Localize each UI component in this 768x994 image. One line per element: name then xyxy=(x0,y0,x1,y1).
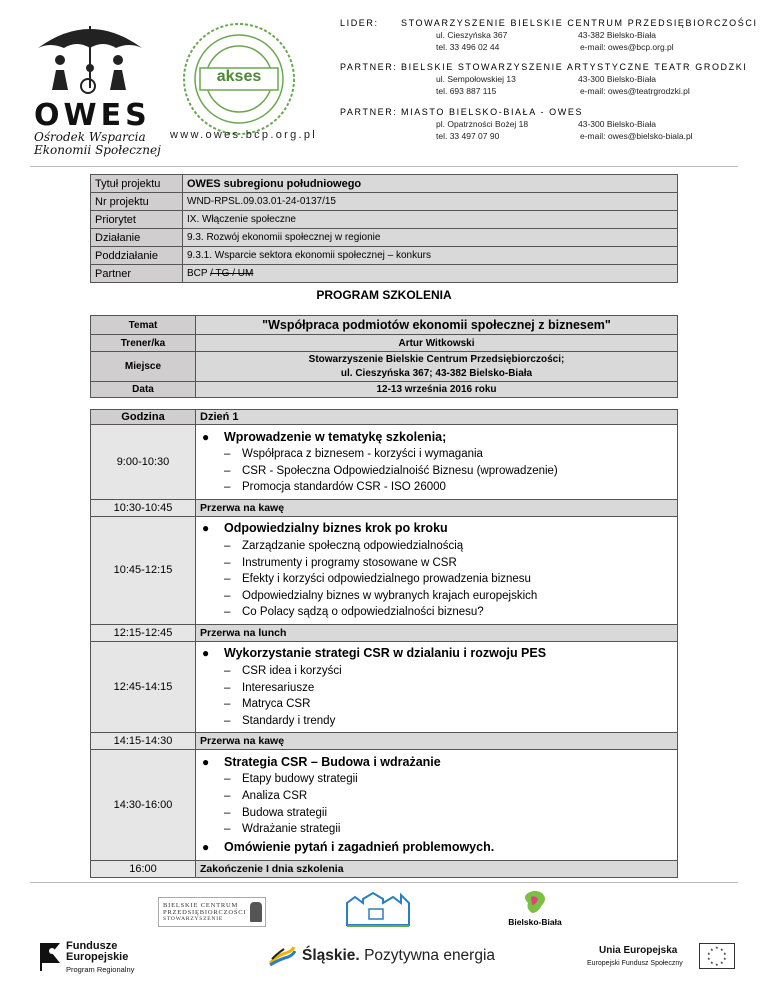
break-cell: Przerwa na kawę xyxy=(196,499,678,516)
owes-logo xyxy=(30,18,161,157)
session-topic xyxy=(202,752,671,771)
list-item xyxy=(202,479,671,496)
session-cell xyxy=(196,516,678,624)
dash-icon: – xyxy=(224,481,231,494)
info-label: Działanie xyxy=(91,229,183,247)
table-row xyxy=(91,211,678,229)
partner-value: BCP xyxy=(187,268,208,279)
fundusze-europejskie-logo xyxy=(40,941,160,981)
list-item xyxy=(202,713,671,730)
item-text: Efekty i korzyści odpowiedzialnego prowadzenia biznesu xyxy=(242,573,531,586)
list-item xyxy=(202,679,671,696)
schedule-table xyxy=(90,409,678,878)
svg-text:★: ★ xyxy=(720,960,724,965)
info-label: Priorytet xyxy=(91,211,183,229)
list-item xyxy=(202,663,671,680)
dash-icon: – xyxy=(224,790,231,803)
dash-icon: – xyxy=(224,589,231,602)
info-label: Nr projektu xyxy=(91,193,183,211)
time-cell: 10:30-10:45 xyxy=(91,499,196,516)
list-item xyxy=(202,788,671,805)
bielsko-label: Bielsko-Biała xyxy=(508,917,562,927)
slaskie-bold: Śląskie. xyxy=(302,947,360,964)
partner-entry xyxy=(340,107,760,145)
dash-icon: – xyxy=(224,806,231,819)
table-row xyxy=(91,382,678,398)
partner-city: 43-382 Bielsko-Biała xyxy=(578,30,656,40)
svg-text:★: ★ xyxy=(720,947,724,952)
item-text: Budowa strategii xyxy=(242,806,328,819)
hour-header: Godzina xyxy=(91,410,196,425)
list-item xyxy=(202,588,671,605)
time-cell: 14:15-14:30 xyxy=(91,733,196,750)
bielsko-crest-icon xyxy=(522,891,548,915)
partner-email[interactable]: e-mail: owes@teatrgrodzki.pl xyxy=(580,86,690,96)
footer-logos xyxy=(0,885,768,994)
item-text: CSR idea i korzyści xyxy=(242,665,342,678)
svg-text:★: ★ xyxy=(715,945,719,950)
partner-email[interactable]: e-mail: owes@bcp.org.pl xyxy=(580,42,674,52)
item-text: Etapy budowy strategii xyxy=(242,773,358,786)
place-line: ul. Cieszyńska 367; 43-382 Bielsko-Biała xyxy=(340,367,533,379)
list-item xyxy=(202,821,671,838)
item-text: Standardy i trendy xyxy=(242,714,336,727)
ue-logo xyxy=(587,943,737,973)
fe-title xyxy=(66,941,128,963)
trainer-name: Artur Witkowski xyxy=(196,335,678,352)
dash-icon: – xyxy=(224,681,231,694)
place-line: Stowarzyszenie Bielskie Centrum Przedsiębiorczości; xyxy=(308,353,565,365)
table-row xyxy=(91,425,678,500)
list-item xyxy=(202,463,671,480)
partner-entry xyxy=(340,62,760,100)
program-title: PROGRAM SZKOLENIA xyxy=(316,288,452,302)
table-row xyxy=(91,229,678,247)
item-text: Promocja standardów CSR - ISO 26000 xyxy=(242,481,446,494)
list-item xyxy=(202,696,671,713)
item-text: Wdrażanie strategii xyxy=(242,823,341,836)
svg-text:★: ★ xyxy=(710,960,714,965)
bullet-icon: ● xyxy=(202,754,210,769)
item-text: Analiza CSR xyxy=(242,790,308,803)
dash-icon: – xyxy=(224,448,231,461)
table-header-row xyxy=(91,410,678,425)
partner-city: 43-300 Bielsko-Biała xyxy=(578,119,656,129)
session-cell xyxy=(196,641,678,732)
fe-subtitle: Program Regionalny xyxy=(66,965,135,974)
partner-phone: tel. 33 496 02 44 xyxy=(436,42,500,52)
partner-name: BIELSKIE STOWARZYSZENIE ARTYSTYCZNE TEATR GRODZKI xyxy=(401,62,748,72)
owes-subtitle: Ośrodek Wsparcia Ekonomii Społecznej xyxy=(34,130,161,157)
dash-icon: – xyxy=(224,665,231,678)
table-row xyxy=(91,352,678,382)
info-label: Tytuł projektu xyxy=(91,175,183,193)
slaskie-logo xyxy=(268,945,498,971)
owes-brand: OWES xyxy=(34,98,151,133)
item-text: Interesariusze xyxy=(242,681,315,694)
info-value: WND-RPSL.09.03.01-24-0137/15 xyxy=(183,193,678,211)
table-row xyxy=(91,750,678,860)
partner-entry xyxy=(340,18,760,56)
partner-email[interactable]: e-mail: owes@bielsko-biala.pl xyxy=(580,131,693,141)
info-value: IX. Włączenie społeczne xyxy=(183,211,678,229)
list-item xyxy=(202,554,671,571)
info-label: Poddziałanie xyxy=(91,247,183,265)
training-meta-table xyxy=(90,315,678,398)
dash-icon: – xyxy=(224,714,231,727)
topic-text: Omówienie pytań i zagadnień problemowych. xyxy=(224,840,495,854)
info-label: Partner xyxy=(91,265,183,283)
item-text: Co Polacy sądzą o odpowiedzialności biznesu? xyxy=(242,606,484,619)
bullet-icon: ● xyxy=(202,646,210,661)
partner-role: LIDER: xyxy=(340,18,379,28)
info-value: 9.3.1. Wsparcie sektora ekonomii społecznej – konkurs xyxy=(183,247,678,265)
list-item xyxy=(202,538,671,555)
time-cell: 12:45-14:15 xyxy=(91,641,196,732)
header-divider xyxy=(30,166,738,167)
person-icon xyxy=(250,902,262,922)
partner-name: MIASTO BIELSKO-BIAŁA - OWES xyxy=(401,107,584,117)
dash-icon: – xyxy=(224,606,231,619)
training-place xyxy=(196,352,678,382)
info-value: OWES subregionu południowego xyxy=(183,175,678,193)
time-cell: 9:00-10:30 xyxy=(91,425,196,500)
partner-name: STOWARZYSZENIE BIELSKIE CENTRUM PRZEDSIĘBIORCZOŚCI xyxy=(401,18,758,28)
bullet-icon: ● xyxy=(202,840,210,854)
partner-address: ul. Sempołowskiej 13 xyxy=(436,74,516,84)
fe-title-line: Europejskie xyxy=(66,951,129,963)
bielsko-biala-logo xyxy=(505,891,565,935)
partner-phone: tel. 693 887 115 xyxy=(436,86,497,96)
table-row xyxy=(91,499,678,516)
topic-text: Odpowiedzialny biznes krok po kroku xyxy=(224,521,448,536)
topic-text: Strategia CSR – Budowa i wdrażanie xyxy=(224,754,441,769)
fe-star-icon xyxy=(40,941,62,973)
project-info-table xyxy=(90,174,678,283)
svg-text:★: ★ xyxy=(707,951,711,956)
slaskie-wave-icon xyxy=(268,945,296,967)
list-item xyxy=(202,804,671,821)
item-text: Zarządzanie społeczną odpowiedzialnością xyxy=(242,540,464,553)
time-cell: 16:00 xyxy=(91,860,196,877)
item-text: Odpowiedzialny biznes w wybranych krajach europejskich xyxy=(242,589,538,602)
umbrella-family-icon xyxy=(30,18,150,98)
fe-title-line: Fundusze xyxy=(66,940,118,952)
table-row xyxy=(91,860,678,877)
bullet-icon: ● xyxy=(202,521,210,536)
svg-text:★: ★ xyxy=(715,962,719,967)
dash-icon: – xyxy=(224,773,231,786)
dash-icon: – xyxy=(224,540,231,553)
ue-title: Unia Europejska xyxy=(599,945,678,956)
time-cell: 12:15-12:45 xyxy=(91,624,196,641)
table-row xyxy=(91,335,678,352)
info-value xyxy=(183,265,678,283)
meta-label: Miejsce xyxy=(91,352,196,382)
teatr-grodzki-logo xyxy=(343,889,413,929)
info-value: 9.3. Rozwój ekonomii społecznej w regionie xyxy=(183,229,678,247)
meta-label: Data xyxy=(91,382,196,398)
letterhead xyxy=(30,18,758,168)
list-item xyxy=(202,571,671,588)
bcp-logo-line: BIELSKIE CENTRUM xyxy=(163,902,239,909)
day-header: Dzień 1 xyxy=(196,410,678,425)
topic-text: Wykorzystanie strategi CSR w dzialaniu i rozwoju PES xyxy=(224,646,547,661)
break-cell: Przerwa na lunch xyxy=(196,624,678,641)
svg-text:★: ★ xyxy=(723,951,727,956)
session-topic xyxy=(202,644,671,663)
table-row xyxy=(91,316,678,335)
table-row xyxy=(91,516,678,624)
item-text: Współpraca z biznesem - korzyści i wymagania xyxy=(242,448,483,461)
time-cell: 14:30-16:00 xyxy=(91,750,196,860)
svg-text:★: ★ xyxy=(707,956,711,961)
dash-icon: – xyxy=(224,556,231,569)
session-cell xyxy=(196,425,678,500)
akses-seal-logo xyxy=(180,20,298,138)
time-cell: 10:45-12:15 xyxy=(91,516,196,624)
table-row xyxy=(91,641,678,732)
session-topic xyxy=(202,427,671,446)
meta-label: Trener/ka xyxy=(91,335,196,352)
topic-text: Wprowadzenie w tematykę szkolenia; xyxy=(224,429,447,444)
dash-icon: – xyxy=(224,464,231,477)
item-text: CSR - Społeczna Odpowiedzialnoiść Biznesu (wprowadzenie) xyxy=(242,464,558,477)
table-row xyxy=(91,175,678,193)
table-row xyxy=(91,265,678,283)
item-text: Instrumenty i programy stosowane w CSR xyxy=(242,556,457,569)
list-item xyxy=(202,604,671,621)
svg-text:★: ★ xyxy=(710,947,714,952)
dash-icon: – xyxy=(224,823,231,836)
partner-city: 43-300 Bielsko-Biała xyxy=(578,74,656,84)
item-text: Matryca CSR xyxy=(242,698,311,711)
partner-role: PARTNER: xyxy=(340,62,398,72)
website-url[interactable]: www.owes.bcp.org.pl xyxy=(170,129,318,141)
break-cell: Przerwa na kawę xyxy=(196,733,678,750)
partner-address: pl. Opatrzności Bożej 18 xyxy=(436,119,529,129)
partners-block xyxy=(340,18,760,145)
list-item xyxy=(202,446,671,463)
partner-phone: tel. 33 497 07 90 xyxy=(436,131,500,141)
list-item xyxy=(202,771,671,788)
dash-icon: – xyxy=(224,573,231,586)
dash-icon: – xyxy=(224,698,231,711)
bullet-icon: ● xyxy=(202,429,210,444)
svg-text:★: ★ xyxy=(723,956,727,961)
footer-divider xyxy=(30,882,738,883)
training-topic: "Współpraca podmiotów ekonomii społecznej z biznesem" xyxy=(196,316,678,335)
slaskie-text xyxy=(302,947,495,965)
seal-text: akses xyxy=(216,68,262,85)
table-row xyxy=(91,733,678,750)
partner-role: PARTNER: xyxy=(340,107,398,117)
table-row xyxy=(91,624,678,641)
bcp-logo xyxy=(158,897,266,927)
bcp-logo-line: PRZEDSIĘBIORCZOŚCI xyxy=(163,909,247,916)
meta-label: Temat xyxy=(91,316,196,335)
session-topic xyxy=(202,519,671,538)
session-cell xyxy=(196,750,678,860)
partner-value-struck: / TG / UM xyxy=(210,268,254,279)
session-topic xyxy=(202,838,671,857)
table-row xyxy=(91,247,678,265)
slaskie-rest: Pozytywna energia xyxy=(364,947,496,964)
eu-flag-icon xyxy=(699,943,735,969)
table-row xyxy=(91,193,678,211)
partner-address: ul. Cieszyńska 367 xyxy=(436,30,508,40)
training-date: 12-13 września 2016 roku xyxy=(196,382,678,398)
bcp-logo-line: STOWARZYSZENIE xyxy=(163,916,223,922)
ue-subtitle: Europejski Fundusz Społeczny xyxy=(587,960,683,967)
break-cell: Zakończenie I dnia szkolenia xyxy=(196,860,678,877)
